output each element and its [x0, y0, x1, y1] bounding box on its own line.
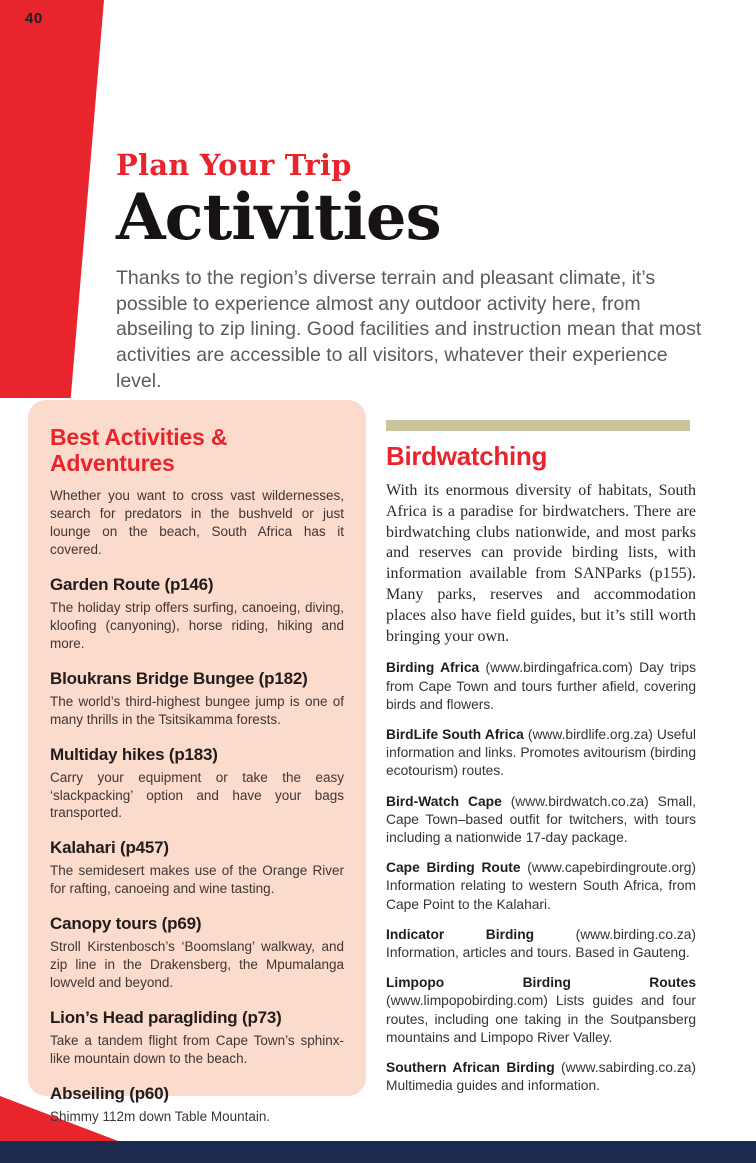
activity-desc: The semidesert makes use of the Orange River for rafting, canoeing and wine tasting.: [50, 863, 344, 897]
listing-desc: Useful information and links. Promotes avitourism (birding ecotourism) routes.: [386, 726, 696, 779]
listing-url: (www.birdingafrica.com): [485, 660, 633, 676]
listing-name: Cape Birding Route: [386, 860, 521, 876]
activity-desc: Take a tandem flight from Cape Town’s sphinx-like mountain down to the beach.: [50, 1033, 344, 1067]
activity-title: Lion’s Head paragliding (p73): [50, 1008, 282, 1028]
birding-listing: [386, 1059, 696, 1095]
page-title: Activities: [116, 180, 441, 255]
activity-entry: [50, 914, 344, 992]
listing-desc: Small, Cape Town–based outfit for twitchers, with tours including a nationwide 17-day package.: [386, 793, 696, 845]
listing-desc: Day trips from Cape Town and tours further afield, covering birds and flowers.: [386, 660, 696, 712]
red-ribbon-top: [0, 0, 104, 398]
listing-name: BirdLife South Africa: [386, 726, 524, 742]
activity-entry: [50, 1084, 344, 1126]
activity-entry: [50, 838, 344, 898]
activity-entry: [50, 1008, 344, 1068]
activity-entry: [50, 575, 344, 653]
listing-url: (www.birdwatch.co.za): [510, 793, 649, 809]
section-rule: [386, 420, 690, 431]
activity-desc: Stroll Kirstenbosch’s ‘Boomslang’ walkway, and zip line in the Drakensberg, the Mpumalanga lowveld and beyond.: [50, 939, 344, 991]
listing-desc: Multimedia guides and information.: [386, 1078, 600, 1094]
section-kicker: Plan Your Trip: [116, 148, 352, 182]
activity-desc: Carry your equipment or take the easy ‘slackpacking’ option and have your bags transported.: [50, 769, 344, 821]
activity-desc: The world’s third-highest bungee jump is one of many thrills in the Tsitsikamma forests.: [50, 693, 344, 727]
footer-bar: [0, 1141, 756, 1163]
activity-title: Garden Route (p146): [50, 574, 214, 594]
activity-entry: [50, 669, 344, 729]
page-number: 40: [25, 10, 43, 27]
listing-desc: Information, articles and tours. Based in Gauteng.: [386, 945, 690, 961]
listing-name: Birding Africa: [386, 660, 480, 676]
birding-listing: [386, 974, 696, 1047]
listing-desc: Lists guides and four routes, including one taking in the Soutpansberg mountains and Limpopo River Valley.: [386, 993, 696, 1045]
best-box-title: Best Activities & Adventures: [50, 424, 228, 476]
listing-name: Bird-Watch Cape: [386, 793, 502, 809]
birding-listing: [386, 859, 696, 914]
birdwatching-section: [386, 420, 696, 1095]
activity-title: Bloukrans Bridge Bungee (p182): [50, 668, 308, 688]
activity-title: Multiday hikes (p183): [50, 744, 218, 764]
listing-url: (www.capebirdingroute.org): [527, 860, 696, 876]
birding-listing: [386, 793, 696, 848]
best-box-intro: Whether you want to cross vast wildernesses, search for predators in the bushveld or just lounge on the beach, South Africa has it covered.: [50, 487, 344, 557]
page-header: [116, 148, 702, 395]
birdwatching-intro: With its enormous diversity of habitats, South Africa is a paradise for birdwatchers. There are birdwatching clubs nationwide, and most parks and reserves can provide birding lists, with information available from SANParks (p155). Many parks, reserves and accommodation places also have field guides, but it’s still worth bringing your own.: [386, 482, 696, 645]
activity-title: Canopy tours (p69): [50, 914, 202, 934]
birding-listing: [386, 726, 696, 781]
listing-url: (www.birding.co.za): [575, 926, 696, 942]
listing-name: Indicator Birding: [386, 926, 535, 942]
activity-desc: The holiday strip offers surfing, canoeing, diving, kloofing (canyoning), horse riding, hiking and more.: [50, 599, 344, 651]
activity-title: Kalahari (p457): [50, 838, 169, 858]
listing-name: Limpopo Birding Routes: [386, 975, 696, 991]
activity-desc: Shimmy 112m down Table Mountain.: [50, 1109, 271, 1125]
listing-name: Southern African Birding: [386, 1060, 555, 1076]
listing-desc: Information relating to western South Africa, from Cape Point to the Kalahari.: [386, 878, 696, 912]
listing-url: (www.sabirding.co.za): [561, 1060, 696, 1076]
best-activities-box: [28, 400, 366, 1125]
birdwatching-heading: Birdwatching: [386, 441, 548, 471]
activity-entry: [50, 745, 344, 823]
activity-title: Abseiling (p60): [50, 1084, 169, 1104]
listing-url: (www.limpopobirding.com): [386, 993, 548, 1009]
birding-listing: [386, 926, 696, 962]
birding-listing: [386, 659, 696, 714]
listing-url: (www.birdlife.org.za): [527, 726, 653, 742]
intro-paragraph: Thanks to the region’s diverse terrain and pleasant climate, it’s possible to experience almost any outdoor activity here, from abseiling to zip lining. Good facilities and instruction mean that most activities are accessible to all visitors, whatever their experience level.: [116, 267, 702, 392]
